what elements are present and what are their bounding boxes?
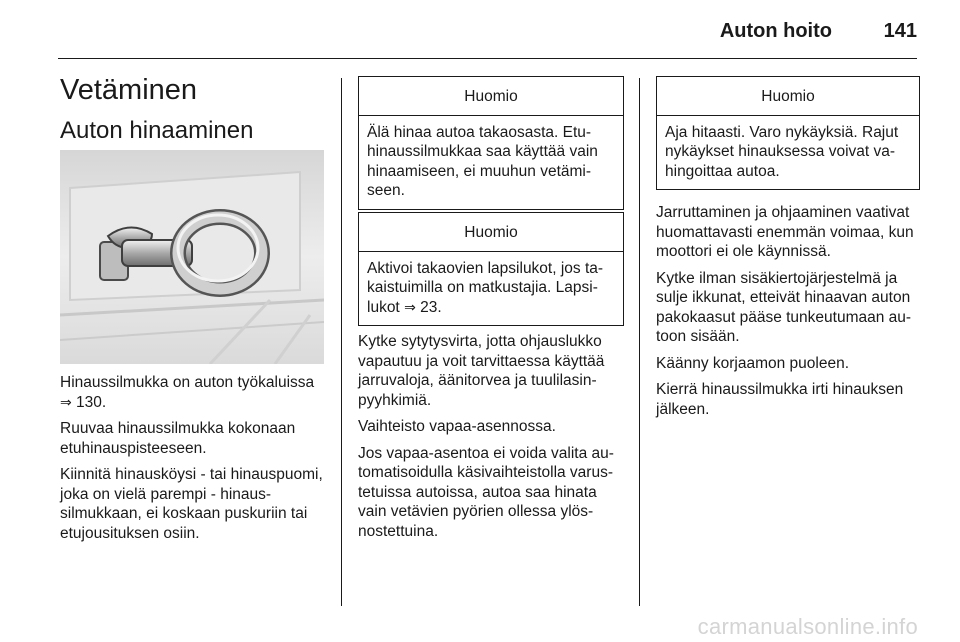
tow-eye-illustration — [60, 150, 324, 364]
paragraph: Vaihteisto vapaa-asennossa. — [358, 418, 556, 435]
running-header-title: Auton hoito — [719, 20, 832, 42]
page-reference[interactable]: 23. — [420, 298, 442, 316]
column-divider — [639, 78, 640, 606]
section-subtitle: Auton hinaaminen — [60, 117, 254, 144]
watermark: carmanualsonline.info — [697, 614, 918, 639]
column-3 — [656, 203, 922, 426]
notice-text: Älä hinaa autoa takaosasta. Etuhinaussilmukkaa saa käyttää vain hinaamiseen, ei muuhun vetämiseen. — [367, 123, 598, 199]
notice-box — [358, 212, 624, 326]
page-number: 141 — [883, 20, 917, 42]
notice-box — [358, 76, 624, 210]
tow-eye-icon — [60, 150, 324, 364]
column-divider — [341, 78, 342, 606]
paragraph: Kierrä hinaussilmukka irti hinauksen jälkeen. — [656, 381, 904, 418]
notice-title: Huomio — [359, 213, 623, 252]
notice-text: Aktivoi takaovien lapsilukot, jos takaistuimilla on matkustajia. Lapsilukot ⇒ 23. — [367, 259, 604, 316]
column-1 — [60, 373, 332, 550]
notice-title: Huomio — [359, 77, 623, 116]
notice-title: Huomio — [657, 77, 919, 116]
reference-arrow-icon: ⇒ — [404, 298, 416, 315]
page-reference[interactable]: 130. — [76, 393, 107, 411]
section-title: Vetäminen — [60, 74, 198, 106]
reference-arrow-icon: ⇒ — [60, 393, 72, 410]
paragraph: Kytke ilman sisäkiertojärjestelmä ja sulje ikkunat, etteivät hinaavan auton pakokaasut pääse tunkeutumaan autoon sisään. — [656, 269, 912, 345]
notice-box — [656, 76, 920, 190]
paragraph: Kytke sytytysvirta, jotta ohjauslukko vapautuu ja voit tarvittaessa käyttää jarruvaloja, äänitorvea ja tuulilasinpyyhkimiä. — [358, 333, 605, 409]
paragraph: Jos vapaa-asentoa ei voida valita automatisoidulla käsivaihteistolla varustetuissa autoissa, autoa saa hinata vain vetävien pyörien ollessa ylösnostettuina. — [358, 444, 614, 540]
paragraph: Käänny korjaamon puoleen. — [656, 354, 850, 372]
notice-text: Aja hitaasti. Varo nykäyksiä. Rajut nykäykset hinauksessa voivat vahingoittaa autoa. — [665, 123, 899, 180]
paragraph: Ruuvaa hinaussilmukka kokonaan etuhinauspisteeseen. — [60, 420, 296, 457]
paragraph: Kiinnitä hinausköysi - tai hinauspuomi, joka on vielä parempi - hinaussilmukkaan, ei koskaan puskuriin tai etujousituksen osiin. — [60, 466, 323, 542]
header-rule — [58, 58, 917, 59]
paragraph: Hinaussilmukka on auton työkaluissa ⇒ 130. — [60, 374, 315, 411]
column-2 — [358, 332, 628, 548]
paragraph: Jarruttaminen ja ohjaaminen vaativat huomattavasti enemmän voimaa, kun moottori ei ole käynnissä. — [656, 204, 914, 260]
